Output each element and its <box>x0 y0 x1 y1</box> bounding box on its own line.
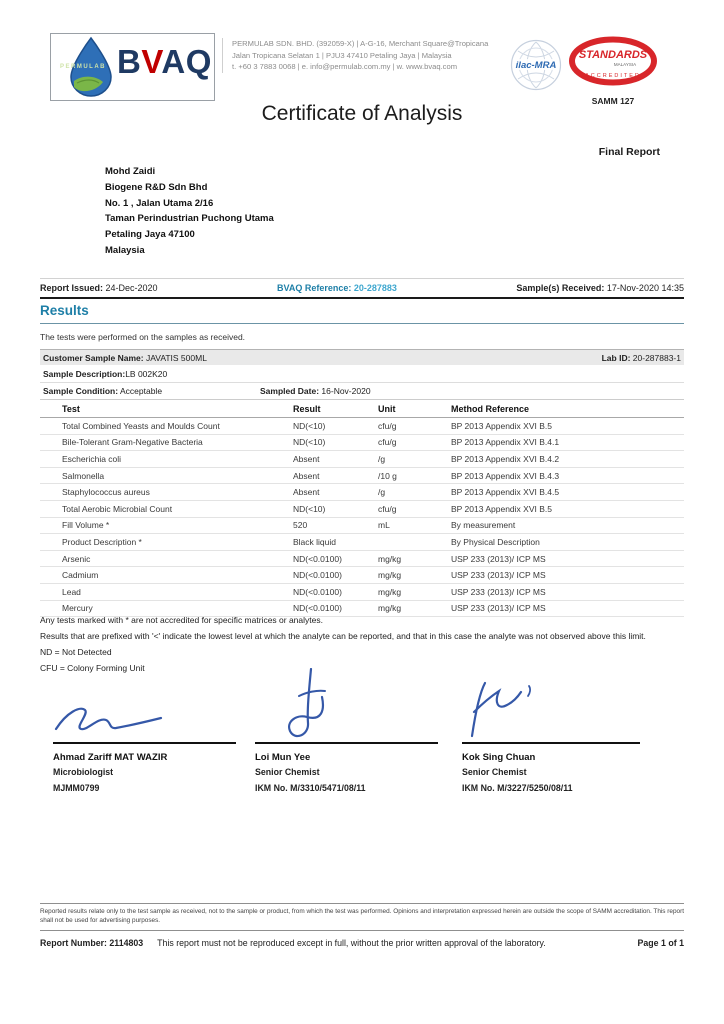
samm-number: SAMM 127 <box>591 96 635 106</box>
report-issued: Report Issued: 24-Dec-2020 <box>40 283 158 293</box>
ilac-mra-seal-icon <box>510 39 562 91</box>
signatory-name: Kok Sing Chuan <box>462 752 536 763</box>
signature-block <box>40 668 684 798</box>
standards-oval-icon <box>568 36 658 88</box>
company-line: PERMULAB SDN. BHD. (392059-X) | A-G-16, Merchant Square@Tropicana <box>232 39 489 48</box>
bvaq-wordmark: BVAQ <box>117 43 212 80</box>
bvaq-logo <box>50 33 215 101</box>
table-row: Staphylococcus aureus Absent /g BP 2013 Appendix XVI B.4.5 <box>40 484 684 501</box>
signatory-role: Senior Chemist <box>255 767 320 777</box>
page-indicator: Page 1 of 1 <box>637 938 684 948</box>
sample-description-row: Sample Description: LB 002K20 <box>40 366 684 383</box>
standards-malaysia-seal <box>568 36 658 106</box>
lab-id: Lab ID: 20-287883-1 <box>601 352 681 363</box>
permulab-overlay-text: PERMULAB <box>60 64 106 70</box>
table-row: Escherichia coli Absent /g BP 2013 Appendix XVI B.4.2 <box>40 451 684 468</box>
signatory-2 <box>255 668 438 796</box>
signatory-id: IKM No. M/3310/5471/08/11 <box>255 782 366 793</box>
signatory-name: Loi Mun Yee <box>255 752 311 763</box>
footer-disclaimer: Reported results relate only to the test sample as received, not to the sample or product, from which the test was performed. Opinions and interpretation expressed herein are outside the scope of SAMM accreditation. This report shall not be used for advertising purposes. <box>40 903 684 931</box>
table-row: Salmonella Absent /10 g BP 2013 Appendix XVI B.4.3 <box>40 468 684 485</box>
company-line: t. +60 3 7883 0068 | e. info@permulab.com.my | w. www.bvaq.com <box>232 62 458 71</box>
footnote: CFU = Colony Forming Unit <box>40 663 145 673</box>
sample-name-row <box>40 349 684 365</box>
sample-condition-row <box>40 383 684 400</box>
footnote: Any tests marked with * are not accredited for specific matrices or analytes. <box>40 615 323 625</box>
customer-address-line: Taman Perindustrian Puchong Utama <box>105 213 274 225</box>
table-row: Cadmium ND(<0.0100) mg/kg USP 233 (2013)/ ICP MS <box>40 567 684 584</box>
sampled-date: Sampled Date: 16-Nov-2020 <box>260 386 371 396</box>
footer-row <box>40 938 684 948</box>
report-number: Report Number: 2114803 <box>40 938 144 948</box>
customer-address-block <box>105 164 274 259</box>
signature-line <box>53 742 236 744</box>
svg-text:ACCREDITED: ACCREDITED <box>585 73 641 79</box>
signatory-name: Ahmad Zariff MAT WAZIR <box>53 752 168 763</box>
sample-condition: Sample Condition: Acceptable <box>43 386 163 396</box>
signatory-id: IKM No. M/3227/5250/08/11 <box>462 782 573 793</box>
company-line: Jalan Tropicana Selatan 1 | PJU3 47410 Petaling Jaya | Malaysia <box>232 50 452 60</box>
customer-address-line: Biogene R&D Sdn Bhd <box>105 181 208 193</box>
footnote: Results that are prefixed with '<' indicate the lowest level at which the analyte can be reported, and that in this case the analyte was not observed above this limit. <box>40 631 646 641</box>
page-title: Certificate of Analysis <box>261 102 463 125</box>
signature-line <box>255 742 438 744</box>
svg-text:MALAYSIA: MALAYSIA <box>613 62 637 67</box>
table-row: Total Aerobic Microbial Count ND(<10) cfu/g BP 2013 Appendix XVI B.5 <box>40 501 684 518</box>
signatory-role: Senior Chemist <box>462 767 527 777</box>
customer-address-line: Mohd Zaidi <box>105 166 156 177</box>
signature-2-icon <box>255 668 438 742</box>
results-heading: Results <box>40 303 684 324</box>
results-note: The tests were performed on the samples as received. <box>40 332 246 342</box>
table-row: Mercury ND(<0.0100) mg/kg USP 233 (2013)/ ICP MS <box>40 601 684 618</box>
customer-address-line: Malaysia <box>105 244 145 256</box>
table-row: Lead ND(<0.0100) mg/kg USP 233 (2013)/ ICP MS <box>40 584 684 601</box>
svg-text:STANDARDS: STANDARDS <box>578 49 648 61</box>
samples-received: Sample(s) Received: 17-Nov-2020 14:35 <box>516 283 684 293</box>
table-row: Bile-Tolerant Gram-Negative Bacteria ND(<10) cfu/g BP 2013 Appendix XVI B.4.1 <box>40 435 684 452</box>
results-table <box>40 400 684 617</box>
footnotes <box>40 612 684 676</box>
signatory-id: MJMM0799 <box>53 782 100 793</box>
table-row: Fill Volume * 520 mL By measurement <box>40 518 684 535</box>
signatory-1 <box>53 668 236 796</box>
signature-3-icon <box>462 668 640 742</box>
bvaq-reference: BVAQ Reference: 20-287883 <box>277 283 397 293</box>
results-table-header: Test Result Unit Method Reference <box>40 400 684 418</box>
customer-address-line: Petaling Jaya 47100 <box>105 229 195 241</box>
table-row: Product Description * Black liquid By Physical Description <box>40 534 684 551</box>
signature-line <box>462 742 640 744</box>
report-info-bar <box>40 278 684 299</box>
final-report-label: Final Report <box>598 146 660 158</box>
signatory-3 <box>462 668 640 796</box>
signatory-role: Microbiologist <box>53 767 114 777</box>
table-row: Arsenic ND(<0.0100) mg/kg USP 233 (2013)/ ICP MS <box>40 551 684 568</box>
svg-text:ilac-MRA: ilac-MRA <box>515 60 557 71</box>
signature-1-icon <box>53 668 236 742</box>
table-row: Total Combined Yeasts and Moulds Count ND(<10) cfu/g BP 2013 Appendix XVI B.5 <box>40 418 684 435</box>
company-address-block <box>222 38 488 73</box>
customer-sample-name: Customer Sample Name: JAVATIS 500ML <box>43 352 207 363</box>
reproduction-note: This report must not be reproduced except in full, without the prior written approval of the laboratory. <box>157 938 546 948</box>
footnote: ND = Not Detected <box>40 647 112 657</box>
customer-address-line: No. 1 , Jalan Utama 2/16 <box>105 197 214 209</box>
